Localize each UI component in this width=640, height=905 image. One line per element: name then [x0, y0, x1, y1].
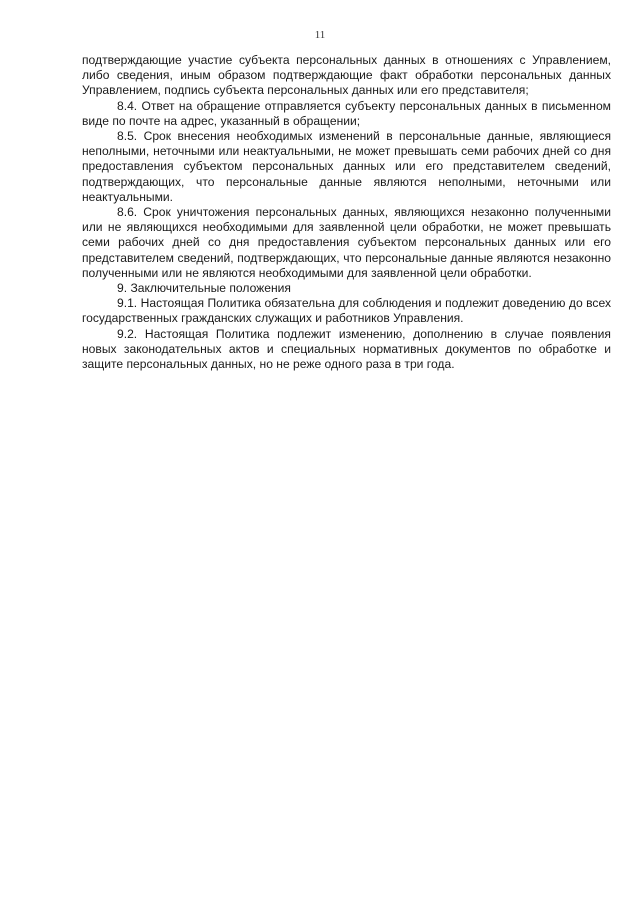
paragraph-8-4: 8.4. Ответ на обращение отправляется субъекту персональных данных в письменном виде по почте на адрес, указанный в обращении; — [82, 98, 611, 128]
paragraph-8-5: 8.5. Срок внесения необходимых изменений в персональные данные, являющиеся неполными, неточными или неактуальными, не может превышать семи рабочих дней со дня предоставления субъектом персональных данных или его представителем сведений, подтверждающих, что персональные данные являются неполными, неточными или неактуальными. — [82, 129, 611, 204]
paragraph-9-1: 9.1. Настоящая Политика обязательна для соблюдения и подлежит доведению до всех государственных гражданских служащих и работников Управления. — [82, 296, 611, 326]
paragraph-continuation: подтверждающие участие субъекта персональных данных в отношениях с Управлением, либо сведения, иным образом подтверждающие факт обработки персональных данных Управлением, подпись субъекта персональных данных или его представителя; — [82, 53, 611, 98]
paragraph-8-6: 8.6. Срок уничтожения персональных данных, являющихся незаконно полученными или не являющихся необходимыми для заявленной цели обработки, не может превышать семи рабочих дней со дня предоставления субъектом персональных данных или его представителем сведений, подтверждающих, что персональные данные являются незаконно полученными или не являются необходимыми для заявленной цели обработки. — [82, 205, 611, 280]
section-heading-9: 9. Заключительные положения — [117, 281, 291, 296]
page-number: 11 — [314, 29, 326, 41]
paragraph-9-2: 9.2. Настоящая Политика подлежит изменению, дополнению в случае появления новых законодательных актов и специальных нормативных документов по обработке и защите персональных данных, но не реже одного раза в три года. — [82, 326, 611, 372]
document-body — [82, 53, 611, 372]
